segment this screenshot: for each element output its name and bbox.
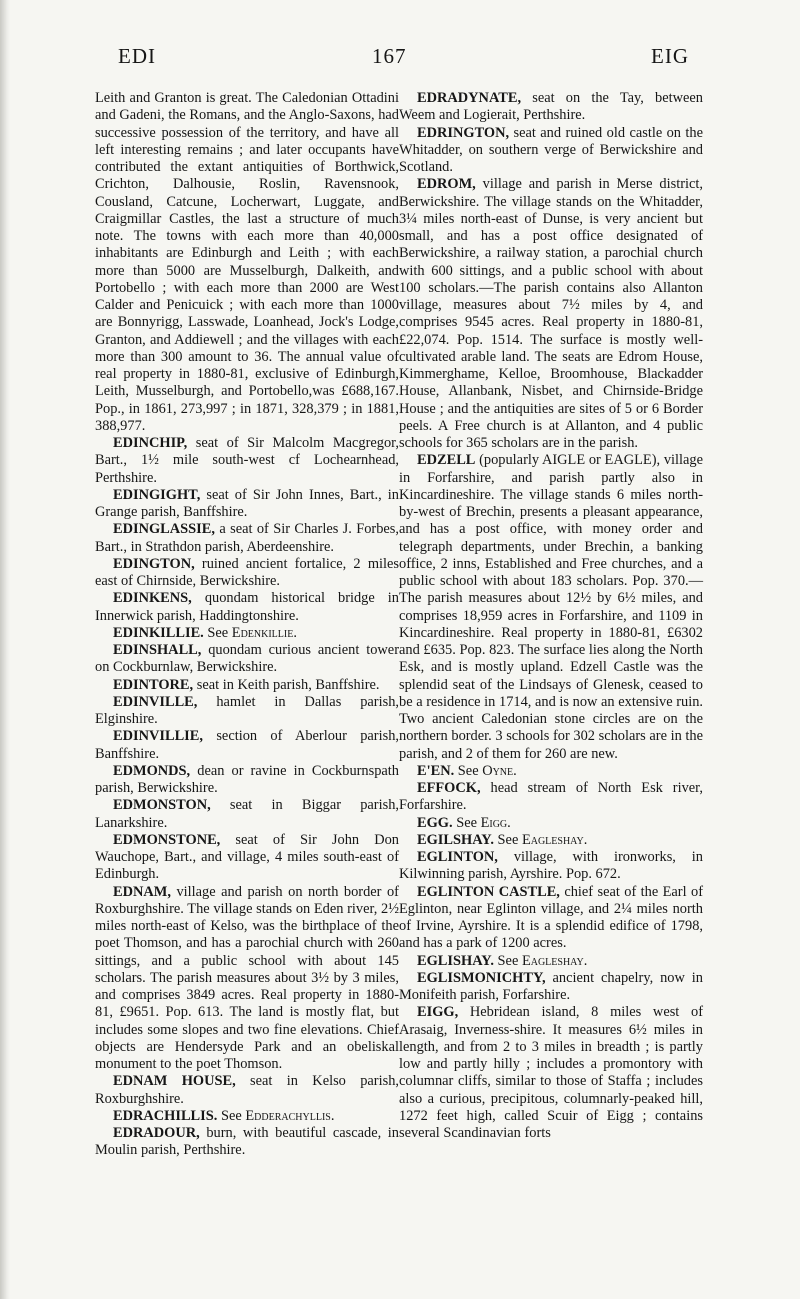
gazetteer-entry <box>399 176 703 452</box>
entry-text: head stream of North Esk river, Forfarshire. <box>399 780 703 814</box>
entry-text: hamlet in Dallas parish, Elginshire. <box>95 693 399 727</box>
gazetteer-entry <box>399 970 703 1005</box>
entry-text: village and parish in Merse district, Berwickshire. The village stands on the Whitadder, 3¼ miles north-east of Dunse, is very ancient but small, and has a post office designated of Berwickshire, a railway station, a parochial church with 600 sittings, and a public school with about 100 scholars.—The parish contains also Allanton village, measures about 7½ miles by 4, and comprises 9545 acres. Real property in 1880-81, £22,074. Pop. 1514. The surface is mostly well-cultivated arable land. The seats are Edrom House, Kimmerghame, Kelloe, Broomhouse, Blackadder House, Allanbank, Nisbet, and Chirnside-Bridge House ; and the antiquities are sites of 5 or 6 Border peels. A Free church is at Allanton, and 4 public schools for 365 scholars are in the parish. <box>399 176 703 451</box>
gazetteer-entry <box>399 780 703 815</box>
cross-reference: Eigg. <box>480 814 511 831</box>
entry-text: ruined ancient fortalice, 2 miles east of Chirnside, Berwickshire. <box>95 555 399 589</box>
gazetteer-entry <box>95 832 399 884</box>
entry-headword: EDRINGTON, <box>417 124 510 141</box>
entry-headword: EDMONSTON, <box>113 797 211 814</box>
entry-text: Hebridean island, 8 miles west of Arasaig, Inverness-shire. It measures 6½ miles in length, and from 2 to 3 miles in breadth ; is partly low and partly hilly ; includes a promontory with columnar cliffs, similar to those of Staffa ; includes also a curious, precipitous, columnarly-peaked hill, 1272 feet high, called Scuir of Eigg ; contains several Scandinavian forts <box>399 1004 703 1141</box>
entry-headword: EDRADOUR, <box>113 1125 200 1141</box>
entry-text: seat in Keith parish, Banffshire. <box>196 676 380 693</box>
entry-headword: EDINVILLIE, <box>113 728 203 745</box>
entry-headword: EGLINTON CASTLE, <box>417 883 560 900</box>
gazetteer-entry <box>95 642 399 677</box>
entry-headword: EDINGTON, <box>113 555 195 572</box>
entry-headword: EDZELL <box>417 452 476 469</box>
cross-reference: Edderachyllis. <box>245 1107 335 1124</box>
entry-headword: EDRACHILLIS. <box>113 1107 218 1124</box>
entry-text: seat in Biggar parish, Lanarkshire. <box>95 797 399 831</box>
entry-headword: EFFOCK, <box>417 780 481 796</box>
entry-text: village and parish on north border of Roxburghshire. The village stands on Eden river, 2½ miles north-east of Kelso, was the birthplace of the poet Thomson, and has a parochial church with 260 sittings, and a public school with about 145 scholars. The parish measures about 3½ by 3 miles, and comprises 3849 acres. Real property in 1880-81, £9651. Pop. 613. The land is mostly flat, but includes some slopes and two fine elevations. Chief objects are Hendersyde Park and an obeliskal monument to the poet Thomson. <box>95 883 399 1072</box>
cross-reference: Eagleshay. <box>521 952 588 969</box>
gazetteer-entry <box>95 487 399 522</box>
entry-headword: EDMONSTONE, <box>113 831 221 848</box>
gazetteer-entry <box>95 625 399 642</box>
entry-text: See <box>497 952 519 969</box>
gazetteer-entry <box>399 849 703 884</box>
gazetteer-entry <box>95 1125 399 1160</box>
running-head-left: EDI <box>118 44 156 68</box>
entry-headword: EDRADYNATE, <box>417 90 522 106</box>
entry-headword: EDMONDS, <box>113 762 191 779</box>
entry-headword: EGILSHAY. <box>417 831 494 848</box>
entry-text: dean or ravine in Cockburnspath parish, Berwickshire. <box>95 762 399 796</box>
gazetteer-entry <box>399 90 703 125</box>
gazetteer-entry <box>95 556 399 591</box>
gazetteer-entry <box>95 1073 399 1108</box>
entry-headword: E'EN. <box>417 762 455 779</box>
entry-headword: EDROM, <box>417 176 476 193</box>
left-column <box>95 90 399 1160</box>
gazetteer-entry <box>399 763 703 780</box>
entry-text: (popularly AIGLE or EAGLE), village in Forfarshire, and parish partly also in Kincardineshire. The village stands 6 miles north-by-west of Brechin, presents a pleasant appearance, and has a post office, with money order and telegraph departments, under Brechin, a banking office, 2 inns, Established and Free churches, and a public school with about 183 scholars. Pop. 370.—The parish measures about 12½ by 6½ miles, and comprises 18,959 acres in Forfarshire, and 1109 in Kincardineshire. Real property in 1880-81, £6302 and £635. Pop. 823. The surface lies along the North Esk, and is mostly upland. Edzell Castle was the splendid seat of the Lindsays of Glenesk, ceased to be a residence in 1714, and is now an extensive ruin. Two ancient Caledonian stone circles are on the northern border. 3 schools for 302 scholars are in the parish, and 2 of them for 260 are new. <box>399 452 703 762</box>
page-number: 167 <box>372 44 407 68</box>
entry-text: ancient chapelry, now in Monifeith parish, Forfarshire. <box>399 969 703 1003</box>
gazetteer-entry <box>95 590 399 625</box>
gazetteer-entry <box>399 815 703 832</box>
entry-text: See <box>207 624 229 641</box>
cross-reference: Eagleshay. <box>521 831 588 848</box>
gazetteer-entry <box>95 884 399 1074</box>
entry-text: quondam curious ancient tower on Cockburnlaw, Berwickshire. <box>95 642 399 676</box>
entry-headword: EGLINTON, <box>417 849 498 865</box>
gazetteer-entry <box>95 435 399 487</box>
gazetteer-entry <box>95 677 399 694</box>
entry-text: seat of Sir Malcolm Macgregor, Bart., 1½ mile south-west cf Lochearnhead, Perthshire. <box>95 435 399 486</box>
gazetteer-entry <box>95 521 399 556</box>
entry-headword: EGLISMONICHTY, <box>417 969 546 986</box>
entry-headword: EDINKILLIE. <box>113 624 204 641</box>
entry-headword: EDNAM, <box>113 883 171 900</box>
page-binding-edge <box>0 0 10 1299</box>
entry-text: quondam historical bridge in Innerwick parish, Haddingtonshire. <box>95 590 399 624</box>
gazetteer-entry <box>95 694 399 729</box>
entry-text: See <box>497 831 519 848</box>
gazetteer-entry <box>399 452 703 763</box>
gazetteer-entry <box>399 832 703 849</box>
entry-text: See <box>456 814 477 831</box>
gazetteer-entry <box>399 884 703 953</box>
entry-headword: EDINTORE, <box>113 676 194 693</box>
entry-headword: EDINKENS, <box>113 590 192 607</box>
entry-headword: EDINGLASSIE, <box>113 521 215 538</box>
running-head <box>0 44 800 74</box>
gazetteer-entry <box>399 125 703 177</box>
gazetteer-entry <box>95 763 399 798</box>
entry-text: See <box>220 1107 242 1124</box>
entry-text: section of Aberlour parish, Banffshire. <box>95 728 399 762</box>
entry-text: chief seat of the Earl of Eglinton, near Eglinton village, and 2¼ miles north of Irvine, Ayrshire. It is a splendid edifice of 1798, and has a park of 1200 acres. <box>399 883 703 952</box>
cross-reference: Oyne. <box>482 762 517 779</box>
gazetteer-entry <box>95 797 399 832</box>
gazetteer-entry <box>95 1108 399 1125</box>
gazetteer-entry <box>399 1004 703 1142</box>
entry-headword: EDNAM HOUSE, <box>113 1073 236 1090</box>
entry-headword: EDINVILLE, <box>113 693 198 710</box>
entry-headword: EIGG, <box>417 1004 459 1021</box>
gazetteer-entry <box>95 90 399 435</box>
entry-text: seat on the Tay, between Weem and Logierait, Perthshire. <box>399 90 703 124</box>
entry-text: See <box>457 762 479 779</box>
entry-headword: EGLISHAY. <box>417 952 494 969</box>
gazetteer-entry <box>399 953 703 970</box>
right-column <box>399 90 703 1142</box>
entry-text: burn, with beautiful cascade, in Moulin parish, Perthshire. <box>95 1125 399 1159</box>
running-head-right: EIG <box>651 44 689 68</box>
gazetteer-entry <box>95 728 399 763</box>
entry-text: a seat of Sir Charles J. Forbes, Bart., in Strathdon parish, Aberdeenshire. <box>95 521 399 555</box>
entry-text: seat and ruined old castle on the Whitadder, on southern verge of Berwickshire and Scotland. <box>399 124 703 175</box>
entry-text: Leith and Granton is great. The Caledonian Ottadini and Gadeni, the Romans, and the Anglo-Saxons, had successive possession of the territory, and have all left interesting remains ; and later occupants have contributed the extant antiquities of Borthwick, Crichton, Dalhousie, Roslin, Ravensnook, Cousland, Catcune, Locherwart, Luggate, and Craigmillar Castles, the last a structure of much note. The towns with each more than 40,000 inhabitants are Edinburgh and Leith ; with each more than 5000 are Musselburgh, Dalkeith, and Portobello ; with each more than 2000 are West Calder and Penicuick ; with each more than 1000 are Bonnyrigg, Lasswade, Loanhead, Jock's Lodge, Granton, and Addiewell ; and the villages with each more than 300 amount to 36. The annual value of real property in 1880-81, exclusive of Edinburgh, Leith, Musselburgh, and Portobello,was £688,167. Pop., in 1861, 273,997 ; in 1871, 328,379 ; in 1881, 388,977. <box>95 90 399 434</box>
entry-text: seat of Sir John Don Wauchope, Bart., and village, 4 miles south-east of Edinburgh. <box>95 831 399 883</box>
entry-headword: EDINGIGHT, <box>113 486 201 503</box>
entry-text: village, with ironworks, in Kilwinning parish, Ayrshire. Pop. 672. <box>399 849 703 883</box>
entry-text: seat of Sir John Innes, Bart., in Grange parish, Banffshire. <box>95 486 399 520</box>
entry-headword: EDINSHALL, <box>113 642 202 658</box>
entry-headword: EDINCHIP, <box>113 435 188 451</box>
entry-headword: EGG. <box>417 814 453 831</box>
entry-text: seat in Kelso parish, Roxburghshire. <box>95 1073 399 1107</box>
cross-reference: Edenkillie. <box>231 624 297 641</box>
